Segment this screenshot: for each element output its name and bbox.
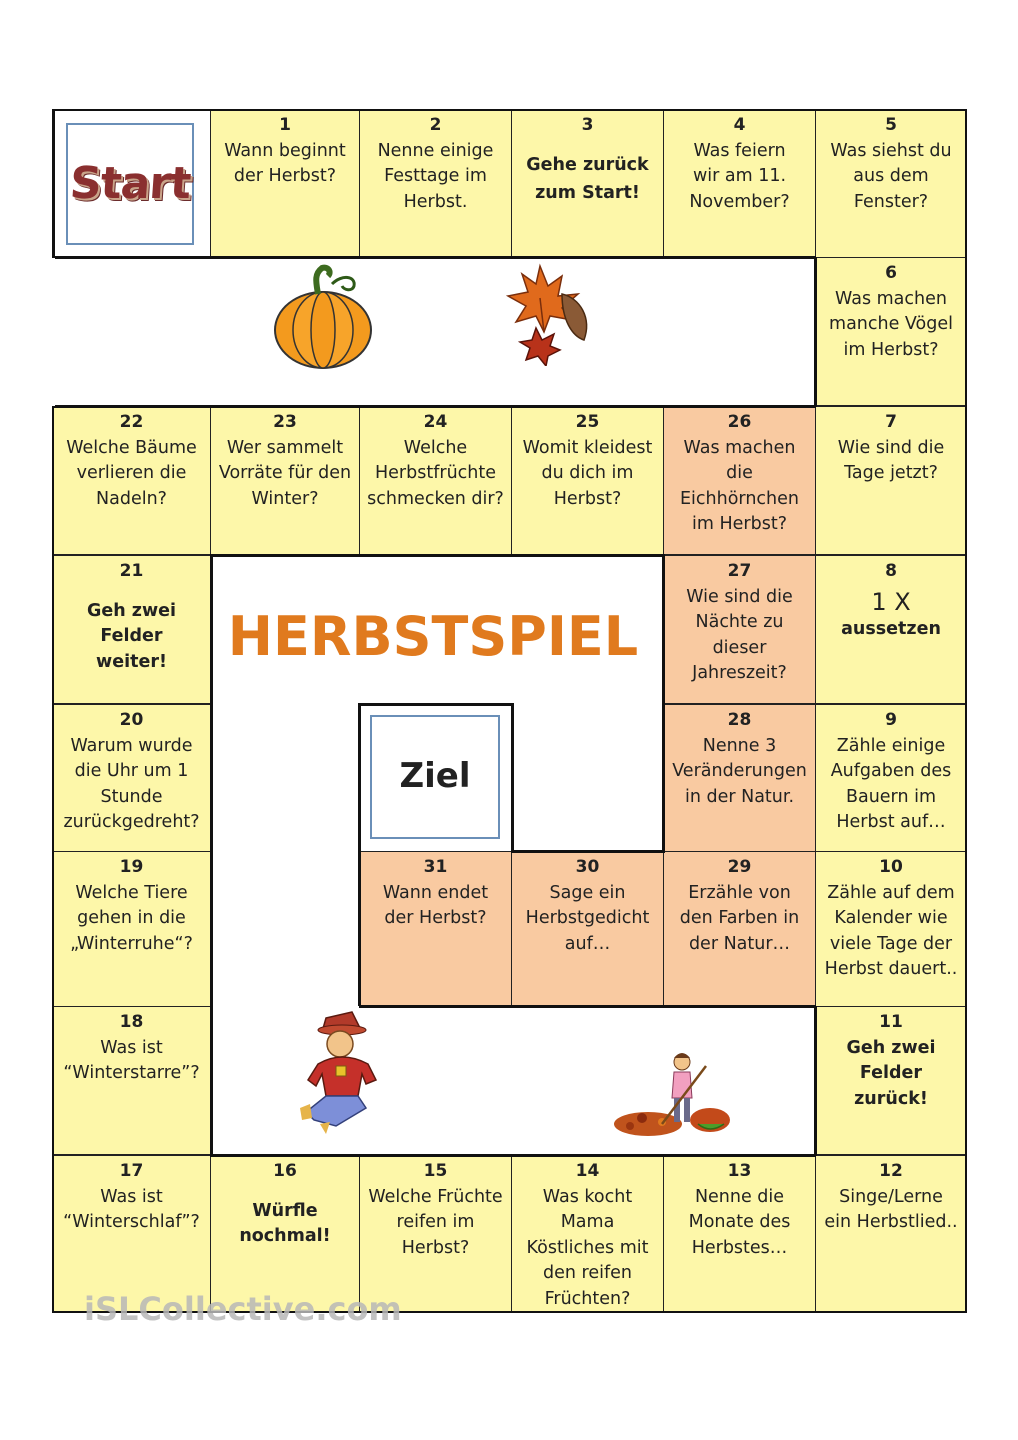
field-number: 3 [581, 115, 594, 135]
path-divider [52, 405, 816, 408]
start-field[interactable] [52, 109, 211, 258]
goal-frame [370, 715, 500, 839]
field-question: Nenne einige Festtage im Herbst. [377, 140, 494, 212]
field-number: 31 [423, 857, 448, 877]
field-11[interactable] [815, 1006, 967, 1155]
goal-field[interactable] [359, 704, 512, 852]
field-number: 17 [119, 1161, 144, 1181]
field-question: Geh zwei Felder zurück! [846, 1037, 936, 1109]
field-question: Wann beginnt der Herbst? [224, 140, 346, 186]
field-26[interactable] [663, 406, 816, 555]
field-number: 1 [279, 115, 291, 135]
path-divider [511, 703, 514, 852]
pumpkin-icon [270, 262, 376, 370]
path-divider [814, 257, 817, 407]
field-number: 20 [119, 710, 144, 730]
field-25[interactable] [511, 406, 664, 555]
field-question: Was kocht Mama Köstliches mit den reifen Früchten? [526, 1186, 649, 1309]
field-21[interactable] [52, 555, 211, 704]
field-number: 8 [885, 561, 897, 581]
field-number: 19 [119, 857, 144, 877]
field-question: Welche Tiere gehen in die „Winterruhe“? [70, 882, 193, 954]
path-divider [662, 554, 665, 853]
field-question: Was ist “Winterstarre”? [63, 1037, 200, 1083]
field-8[interactable] [815, 555, 967, 704]
start-frame [66, 123, 194, 245]
field-question: Würfle nochmal! [239, 1200, 331, 1246]
field-31[interactable] [359, 851, 512, 1007]
field-14[interactable] [511, 1155, 664, 1313]
field-30[interactable] [511, 851, 664, 1007]
game-title: HERBSTSPIEL [227, 605, 639, 668]
path-divider [52, 258, 55, 406]
path-divider [814, 1006, 817, 1156]
watermark: iSLCollective.com [84, 1290, 402, 1328]
field-number: 5 [885, 115, 897, 135]
field-number: 18 [119, 1012, 144, 1032]
field-12[interactable] [815, 1155, 967, 1313]
field-question: Was machen manche Vögel im Herbst? [829, 288, 953, 360]
field-13[interactable] [663, 1155, 816, 1313]
field-question: Wann endet der Herbst? [382, 882, 489, 928]
field-big-text: 1 X [871, 587, 911, 616]
field-question: Womit kleidest du dich im Herbst? [522, 437, 653, 509]
field-1[interactable] [210, 109, 360, 258]
field-question: Erzähle von den Farben in der Natur… [679, 882, 800, 954]
field-9[interactable] [815, 704, 967, 852]
field-number: 21 [119, 561, 144, 581]
field-question: Sage ein Herbstgedicht auf… [525, 882, 650, 954]
path-divider [210, 554, 213, 1156]
field-number: 4 [733, 115, 746, 135]
girl-raking-leaves-icon [612, 1048, 734, 1140]
autumn-leaves-icon [500, 258, 598, 366]
field-6[interactable] [815, 257, 967, 406]
start-label: Start [68, 158, 192, 210]
field-18[interactable] [52, 1006, 211, 1155]
scarecrow-icon [296, 1008, 388, 1138]
field-question: Welche Bäume verlieren die Nadeln? [66, 437, 197, 509]
field-4[interactable] [663, 109, 816, 258]
path-divider [358, 703, 512, 706]
field-number: 2 [429, 115, 442, 135]
field-number: 16 [273, 1161, 297, 1181]
field-23[interactable] [210, 406, 360, 555]
field-question: Welche Herbstfrüchte schmecken dir? [367, 437, 504, 509]
field-question: Zähle einige Aufgaben des Bauern im Herbst auf… [830, 735, 952, 832]
field-number: 13 [727, 1161, 752, 1181]
field-question: Was siehst du aus dem Fenster? [830, 140, 952, 212]
path-divider [511, 850, 664, 853]
path-divider [359, 1005, 816, 1008]
field-number: 22 [119, 412, 144, 432]
field-number: 11 [879, 1012, 903, 1032]
field-20[interactable] [52, 704, 211, 852]
field-question: Wie sind die Nächte zu dieser Jahreszeit? [686, 586, 793, 683]
field-number: 7 [885, 412, 897, 432]
field-2[interactable] [359, 109, 512, 258]
field-number: 6 [885, 263, 897, 283]
path-divider [52, 109, 55, 258]
field-question: Nenne die Monate des Herbstes… [688, 1186, 791, 1258]
field-number: 27 [727, 561, 752, 581]
field-question: Was machen die Eichhörnchen im Herbst? [680, 437, 799, 534]
field-number: 26 [727, 412, 752, 432]
field-number: 24 [423, 412, 448, 432]
field-number: 29 [727, 857, 752, 877]
field-number: 14 [575, 1161, 600, 1181]
field-29[interactable] [663, 851, 816, 1007]
field-number: 12 [879, 1161, 903, 1181]
goal-label: Ziel [399, 756, 471, 797]
field-10[interactable] [815, 851, 967, 1007]
field-number: 30 [575, 857, 600, 877]
field-number: 15 [423, 1161, 448, 1181]
path-divider [210, 554, 664, 557]
field-question: Geh zwei Felder weiter! [86, 600, 176, 672]
field-19[interactable] [52, 851, 211, 1007]
field-question: aussetzen [841, 618, 941, 639]
field-24[interactable] [359, 406, 512, 555]
path-divider [210, 1154, 816, 1157]
field-question: Wer sammelt Vorräte für den Winter? [218, 437, 352, 509]
field-number: 28 [727, 710, 752, 730]
field-3[interactable] [511, 109, 664, 258]
field-22[interactable] [52, 406, 211, 555]
field-number: 10 [879, 857, 903, 877]
field-question: Singe/Lerne ein Herbstlied.. [824, 1186, 958, 1232]
field-question: Zähle auf dem Kalender wie viele Tage der Herbst dauert.. [824, 882, 958, 979]
field-question: Was feiern wir am 11. November? [689, 140, 790, 212]
field-28[interactable] [663, 704, 816, 852]
field-question: Was ist “Winterschlaf”? [63, 1186, 200, 1232]
field-number: 23 [273, 412, 297, 432]
field-27[interactable] [663, 555, 816, 704]
field-question: Welche Früchte reifen im Herbst? [368, 1186, 503, 1258]
field-question: Nenne 3 Veränderungen in der Natur. [672, 735, 807, 807]
path-divider [358, 703, 361, 1006]
field-question: Warum wurde die Uhr um 1 Stunde zurückgedreht? [63, 735, 200, 832]
path-divider [52, 256, 816, 259]
field-question: Wie sind die Tage jetzt? [837, 437, 945, 483]
field-number: 25 [575, 412, 600, 432]
field-number: 9 [885, 710, 897, 730]
field-7[interactable] [815, 406, 967, 555]
field-5[interactable] [815, 109, 967, 258]
field-question: Gehe zurück zum Start! [526, 154, 649, 203]
